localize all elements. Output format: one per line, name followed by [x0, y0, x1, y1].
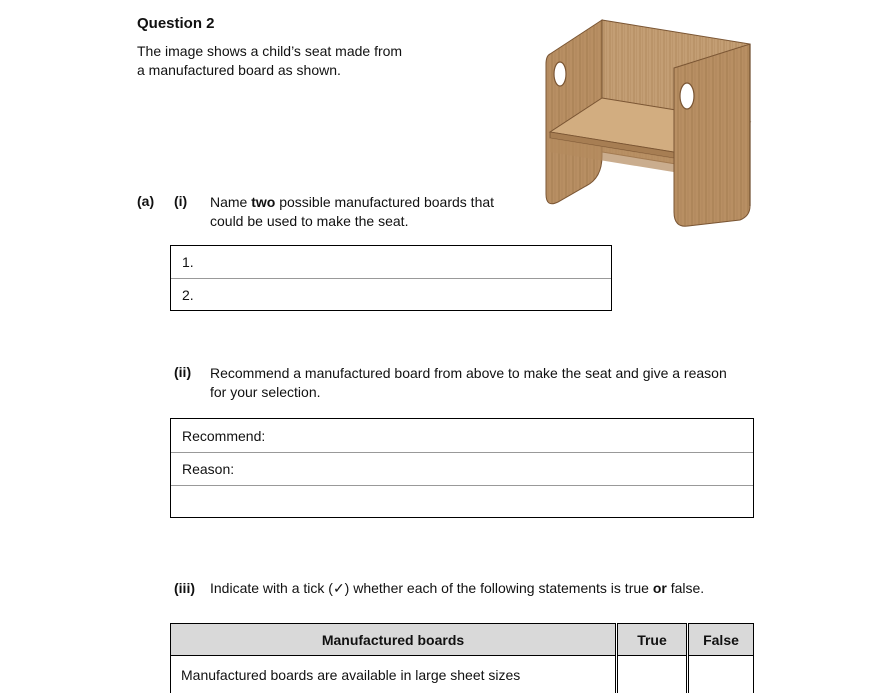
part-i-text-post: possible manufactured boards that — [275, 194, 495, 210]
part-i-number: (i) — [174, 193, 188, 209]
recommend-row[interactable] — [171, 419, 753, 452]
board-row-2-label: 2. — [182, 286, 194, 303]
intro-line-2: a manufactured board as shown. — [137, 62, 341, 78]
statement-row-1-true-cell[interactable] — [617, 655, 687, 693]
question-intro — [137, 42, 437, 80]
part-iii-question — [210, 580, 750, 597]
part-iii-number: (iii) — [174, 580, 195, 596]
part-a-label: (a) — [137, 193, 155, 209]
part-iii-text-bold: or — [652, 580, 667, 596]
childs-seat-illustration — [536, 16, 756, 228]
statement-row-1-false-cell[interactable] — [688, 655, 754, 693]
part-ii-line-2: for your selection. — [210, 384, 321, 400]
part-i-line-2: could be used to make the seat. — [210, 213, 409, 229]
part-iii-text-pre: Indicate with a tick (✓) whether each of the following statements is true — [210, 580, 653, 596]
statement-row-1-text: Manufactured boards are available in large sheet sizes — [181, 666, 521, 683]
part-i-text-pre: Name — [210, 194, 252, 210]
intro-line-1: The image shows a child’s seat made from — [137, 43, 403, 59]
recommend-answer-box — [170, 418, 754, 518]
question-title: Question 2 — [137, 15, 215, 32]
board-answer-row-2[interactable] — [171, 278, 611, 310]
part-ii-question — [210, 364, 750, 402]
reason-extra-row[interactable] — [171, 485, 753, 518]
reason-label: Reason: — [182, 461, 235, 477]
true-false-table — [170, 623, 754, 693]
part-ii-number: (ii) — [174, 364, 192, 380]
header-false: False — [688, 623, 754, 656]
statement-row-1 — [170, 655, 616, 693]
board-answer-row-1[interactable] — [171, 246, 611, 278]
header-true: True — [617, 623, 687, 656]
part-i-text-bold: two — [251, 194, 276, 210]
part-i-question — [210, 193, 530, 231]
part-ii-line-1: Recommend a manufactured board from above to make the seat and give a reason — [210, 365, 727, 381]
boards-answer-box — [170, 245, 612, 311]
part-i-line-1 — [210, 193, 530, 212]
header-manufactured-boards: Manufactured boards — [170, 623, 616, 656]
board-row-1-label: 1. — [182, 254, 194, 270]
recommend-label: Recommend: — [182, 427, 266, 444]
part-iii-text-post: false. — [666, 580, 705, 596]
reason-row[interactable] — [171, 452, 753, 485]
